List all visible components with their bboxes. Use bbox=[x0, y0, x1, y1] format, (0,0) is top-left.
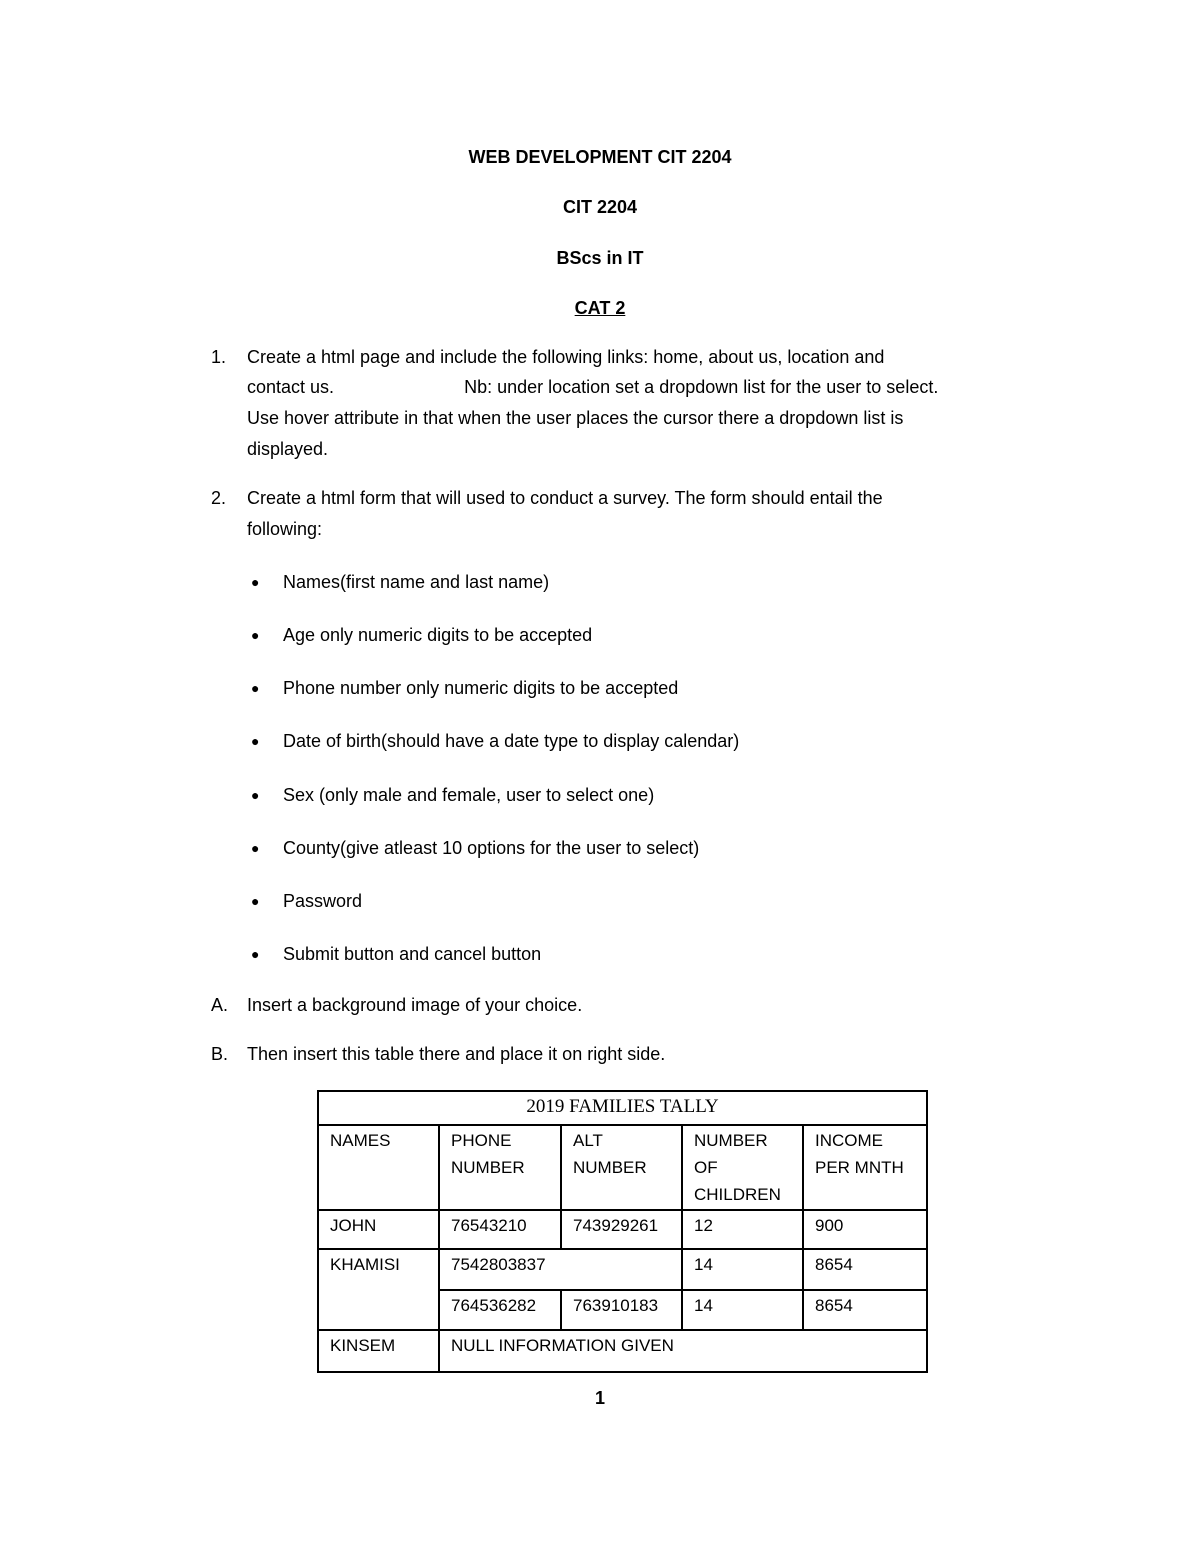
table-cell: 14 bbox=[682, 1249, 803, 1290]
table-cell: 763910183 bbox=[561, 1290, 682, 1330]
course-code: CIT 2204 bbox=[562, 197, 638, 217]
table-row bbox=[318, 1210, 927, 1249]
header-alt-number: ALT NUMBER bbox=[561, 1125, 682, 1210]
header-income: INCOME PER MNTH bbox=[803, 1125, 927, 1210]
q2-line-2: following: bbox=[247, 519, 323, 539]
table-cell: 743929261 bbox=[561, 1210, 682, 1249]
qb-label: B. bbox=[211, 1044, 229, 1064]
q1-line-3: Use hover attribute in that when the user places the cursor there a dropdown list is bbox=[247, 408, 904, 428]
q2-bullet-county: County(give atleast 10 options for the user to select) bbox=[283, 838, 700, 858]
families-tally-table bbox=[317, 1090, 928, 1373]
bullet-icon: ● bbox=[251, 627, 260, 643]
q2-bullet-age: Age only numeric digits to be accepted bbox=[283, 625, 593, 645]
table-caption-row bbox=[318, 1091, 927, 1125]
header-number-of-children: NUMBER OF CHILDREN bbox=[682, 1125, 803, 1210]
table-cell: 12 bbox=[682, 1210, 803, 1249]
qa-text: Insert a background image of your choice. bbox=[247, 995, 583, 1015]
table-cell: KINSEM bbox=[318, 1330, 439, 1372]
q2-line-1: Create a html form that will used to conduct a survey. The form should entail the bbox=[247, 488, 883, 508]
q1-line-2: contact us. Nb: under location set a dropdown list for the user to select. bbox=[247, 377, 939, 397]
header-phone-number: PHONE NUMBER bbox=[439, 1125, 561, 1210]
table-cell: 8654 bbox=[803, 1290, 927, 1330]
q1-number: 1. bbox=[211, 347, 227, 367]
q2-bullet-names: Names(first name and last name) bbox=[283, 572, 550, 592]
q2-bullet-dob: Date of birth(should have a date type to display calendar) bbox=[283, 731, 740, 751]
q2-bullet-buttons: Submit button and cancel button bbox=[283, 944, 542, 964]
qa-label: A. bbox=[211, 995, 229, 1015]
table-cell: 7542803837 bbox=[439, 1249, 682, 1290]
table-cell: KHAMISI bbox=[318, 1249, 439, 1330]
table-cell: NULL INFORMATION GIVEN bbox=[439, 1330, 927, 1372]
bullet-icon: ● bbox=[251, 840, 260, 856]
table-row bbox=[318, 1330, 927, 1372]
cat-heading: CAT 2 bbox=[574, 298, 626, 318]
q2-number: 2. bbox=[211, 488, 227, 508]
page-number: 1 bbox=[594, 1388, 605, 1408]
q2-bullet-phone: Phone number only numeric digits to be accepted bbox=[283, 678, 679, 698]
bullet-icon: ● bbox=[251, 787, 260, 803]
document-title: WEB DEVELOPMENT CIT 2204 bbox=[468, 147, 732, 167]
table-cell: 14 bbox=[682, 1290, 803, 1330]
bullet-icon: ● bbox=[251, 574, 260, 590]
table-header-row bbox=[318, 1125, 927, 1210]
q2-bullet-sex: Sex (only male and female, user to select one) bbox=[283, 785, 655, 805]
table-cell: 8654 bbox=[803, 1249, 927, 1290]
table-row bbox=[318, 1249, 927, 1290]
bullet-icon: ● bbox=[251, 946, 260, 962]
bullet-icon: ● bbox=[251, 893, 260, 909]
q1-line-1: Create a html page and include the following links: home, about us, location and bbox=[247, 347, 885, 367]
q2-bullet-password: Password bbox=[283, 891, 363, 911]
table-cell: 764536282 bbox=[439, 1290, 561, 1330]
header-names: NAMES bbox=[318, 1125, 439, 1210]
q1-line-4: displayed. bbox=[247, 439, 329, 459]
table-cell: JOHN bbox=[318, 1210, 439, 1249]
bullet-icon: ● bbox=[251, 733, 260, 749]
program-name: BScs in IT bbox=[556, 248, 644, 268]
table-cell: 900 bbox=[803, 1210, 927, 1249]
qb-text: Then insert this table there and place it on right side. bbox=[247, 1044, 666, 1064]
table-caption: 2019 FAMILIES TALLY bbox=[318, 1091, 927, 1125]
bullet-icon: ● bbox=[251, 680, 260, 696]
table-cell: 76543210 bbox=[439, 1210, 561, 1249]
